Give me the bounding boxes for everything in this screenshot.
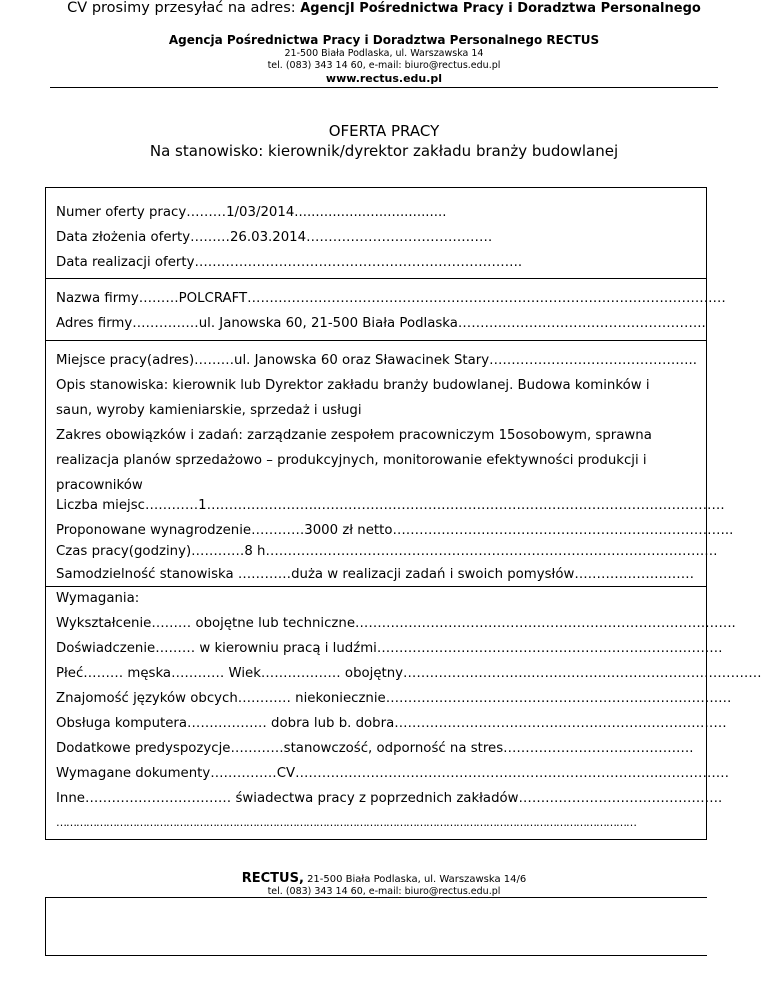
experience-line: Doświadczenie……… w kierowniu pracą i ludźmi……………………………………………………………………: [56, 641, 723, 656]
cv-prefix: CV prosimy przesyłać na adres:: [67, 0, 301, 16]
workplace-line: Miejsce pracy(adres)………ul. Janowska 60 oraz Sławacinek Stary………………………………………..: [56, 353, 697, 368]
computer-skills-line: Obsługa komputera……………… dobra lub b. dobra…………………………………………………………………: [56, 716, 727, 731]
offer-form-box: [45, 187, 762, 840]
description-line: Opis stanowiska: kierownik lub Dyrektor zakładu branży budowlanej. Budowa kominków i: [56, 378, 650, 393]
cv-contact: tel. (083) 343 14 60, e-mail: biuro@rectus.edu.pl: [267, 886, 501, 897]
other-line: Inne…………………………… świadectwa pracy z poprzednich zakładów……………………………………….: [56, 791, 723, 806]
independence-line: Samodzielność stanowiska …………duża w realizacji zadań i swoich pomysłów………………………: [56, 567, 695, 582]
agency-name: Agencja Pośrednictwa Pracy i Doradztwa Personalnego RECTUS: [168, 33, 600, 47]
salary-line: Proponowane wynagrodzenie…………3000 zł netto…………………………………………………………………..: [56, 523, 734, 538]
education-line: Wykształcenie……… obojętne lub techniczne…………………………………………………………………………..: [56, 616, 736, 631]
cv-rectus: RECTUS,: [241, 871, 304, 886]
agency-address: 21-500 Biała Podlaska, ul. Warszawska 14: [284, 48, 484, 59]
requirements-heading: Wymagania:: [56, 591, 140, 606]
offer-number-line: Numer oferty pracy………1/03/2014....................................: [56, 205, 447, 220]
cv-street: 21-500 Biała Podlaska, ul. Warszawska 14/6: [303, 874, 527, 885]
cv-agency-name: AgencjI Pośrednictwa Pracy i Doradztwa Personalnego: [300, 1, 701, 16]
offer-position: Na stanowisko: kierownik/dyrektor zakładu branży budowlanej: [149, 142, 619, 160]
duties-line: Zakres obowiązków i zadań: zarządzanie zespołem pracowniczym 15osobowym, sprawna: [56, 428, 652, 443]
section-divider: [46, 586, 706, 587]
agency-contact: tel. (083) 343 14 60, e-mail: biuro@rectus.edu.pl: [267, 60, 501, 71]
cv-instruction: [0, 0, 768, 16]
description-line: saun, wyroby kamieniarskie, sprzedaż i usługi: [56, 403, 362, 418]
section-divider: [46, 278, 706, 279]
predispositions-line: Dodatkowe predyspozycje…………stanowczość, odporność na stres…………………………………….: [56, 741, 694, 756]
duties-line: pracowników: [56, 478, 143, 493]
duties-line: realizacja planów sprzedażowo – produkcyjnych, monitorowanie efektywności produkcji i: [56, 453, 647, 468]
submission-date-line: Data złożenia oferty………26.03.2014……………………………………: [56, 230, 493, 245]
working-hours-line: Czas pracy(godziny)…………8 h…………………………………………………………………………………………: [56, 544, 718, 559]
realization-date-line: Data realizacji oferty………………………………………………………………..: [56, 255, 523, 270]
dotted-line: …………………………………………………………………………………………………………………………………………………………: [56, 816, 636, 829]
cv-address: [0, 870, 768, 886]
languages-line: Znajomość języków obcych………… niekoniecznie……………………………………………………………………: [56, 691, 732, 706]
offer-title: OFERTA PRACY: [328, 122, 440, 140]
vacancies-line: Liczba miejsc…………1……………………..……………………………………………………………………………….: [56, 498, 725, 513]
company-address-line: Adres firmy……………ul. Janowska 60, 21-500 Biała Podlaska………………………………………………..: [56, 316, 706, 331]
agency-website[interactable]: www.rectus.edu.pl: [325, 72, 443, 85]
gender-age-line: Płeć……… męska………… Wiek……………… obojętny………………………..…………………………………………….: [56, 666, 762, 681]
documents-line: Wymagane dokumenty……………CV………………………………………………………………………..……………: [56, 766, 730, 781]
company-name-line: Nazwa firmy………POLCRAFT………………………………………………………………………………………………: [56, 291, 726, 306]
bottom-box: [45, 897, 707, 956]
header-divider: [50, 87, 718, 88]
section-divider: [46, 340, 706, 341]
